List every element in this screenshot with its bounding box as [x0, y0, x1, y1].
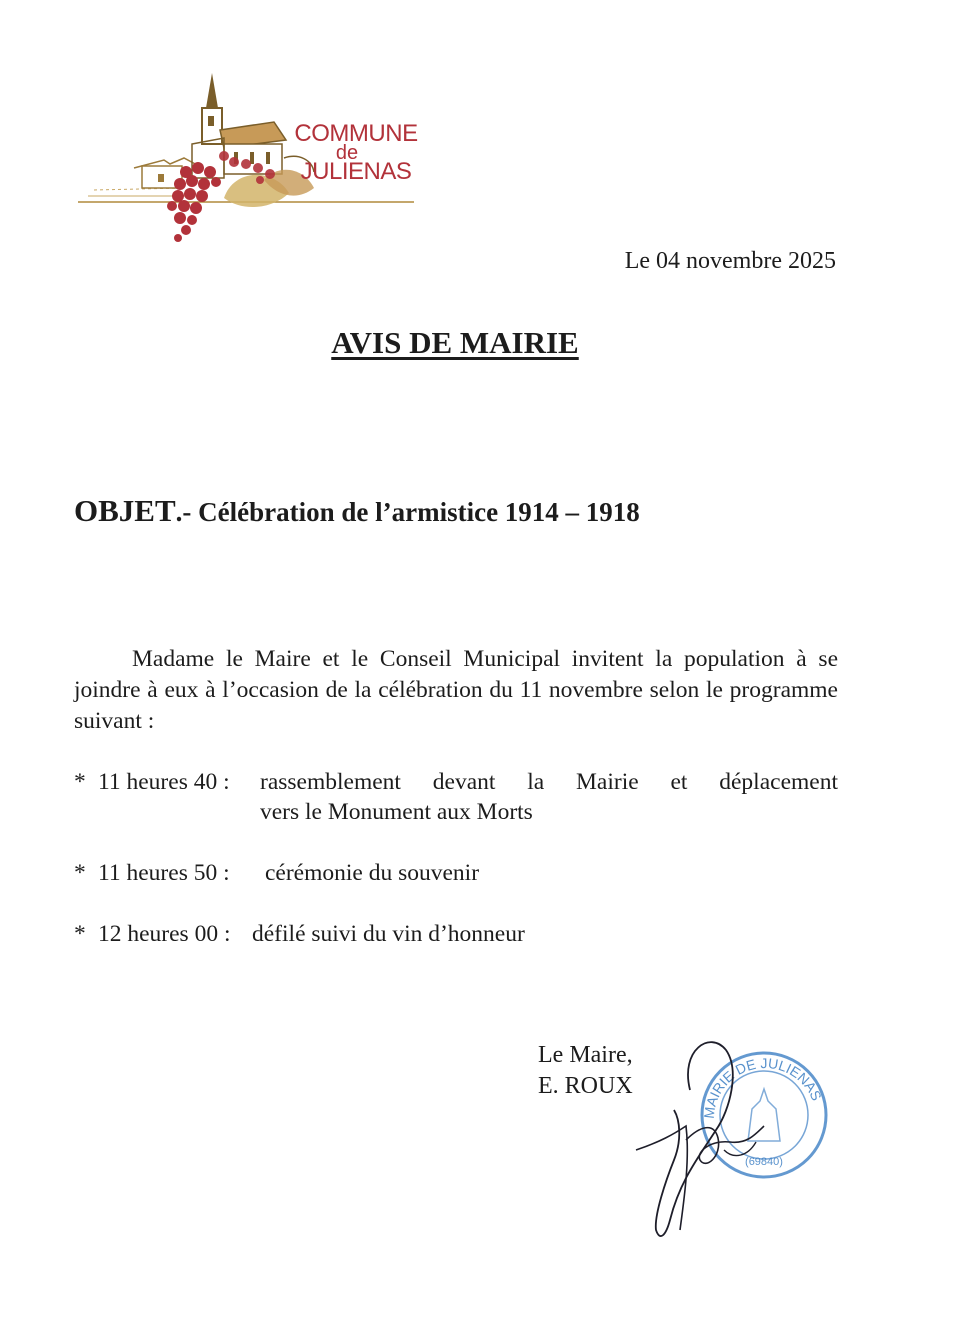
object-line	[74, 493, 640, 529]
logo-line-2: de	[335, 142, 359, 164]
intro-text: Madame le Maire et le Conseil Municipal invitent la population à se joindre à eux à l’occasion de la célébration du 11 novembre selon le programme suivant :	[74, 646, 838, 734]
programme-description-continued: vers le Monument aux Morts	[260, 799, 533, 825]
signatory-name: E. ROUX	[538, 1073, 633, 1099]
object-label: OBJET	[74, 493, 176, 528]
notice-date: Le 04 novembre 2025	[624, 248, 836, 274]
stamp-text: MAIRIE DE JULIENAS	[700, 1054, 826, 1120]
programme-description: cérémonie du souvenir	[265, 860, 480, 886]
bullet-asterisk: *	[74, 769, 86, 795]
bullet-asterisk: *	[74, 921, 86, 947]
signatory-role: Le Maire,	[538, 1042, 633, 1068]
page-title: AVIS DE MAIRIE	[331, 325, 579, 360]
programme-description: rassemblement devant la Mairie et déplacement	[260, 769, 838, 795]
intro-paragraph	[74, 644, 838, 737]
programme-time: 11 heures 50 :	[98, 860, 230, 886]
programme-time: 12 heures 00 :	[98, 921, 231, 947]
handwritten-signature	[630, 1030, 780, 1245]
bullet-asterisk: *	[74, 860, 86, 886]
object-subject: .- Célébration de l’armistice 1914 – 1918	[175, 497, 640, 527]
signature-block	[538, 1040, 633, 1102]
stamp-code: (69840)	[745, 1156, 783, 1168]
programme-description: défilé suivi du vin d’honneur	[252, 921, 525, 947]
commune-logo	[74, 68, 419, 248]
logo-line-1: COMMUNE	[294, 120, 418, 147]
logo-line-3: JULIENAS	[300, 158, 412, 185]
logo-wordmark	[286, 122, 426, 184]
programme-time: 11 heures 40 :	[98, 769, 230, 795]
